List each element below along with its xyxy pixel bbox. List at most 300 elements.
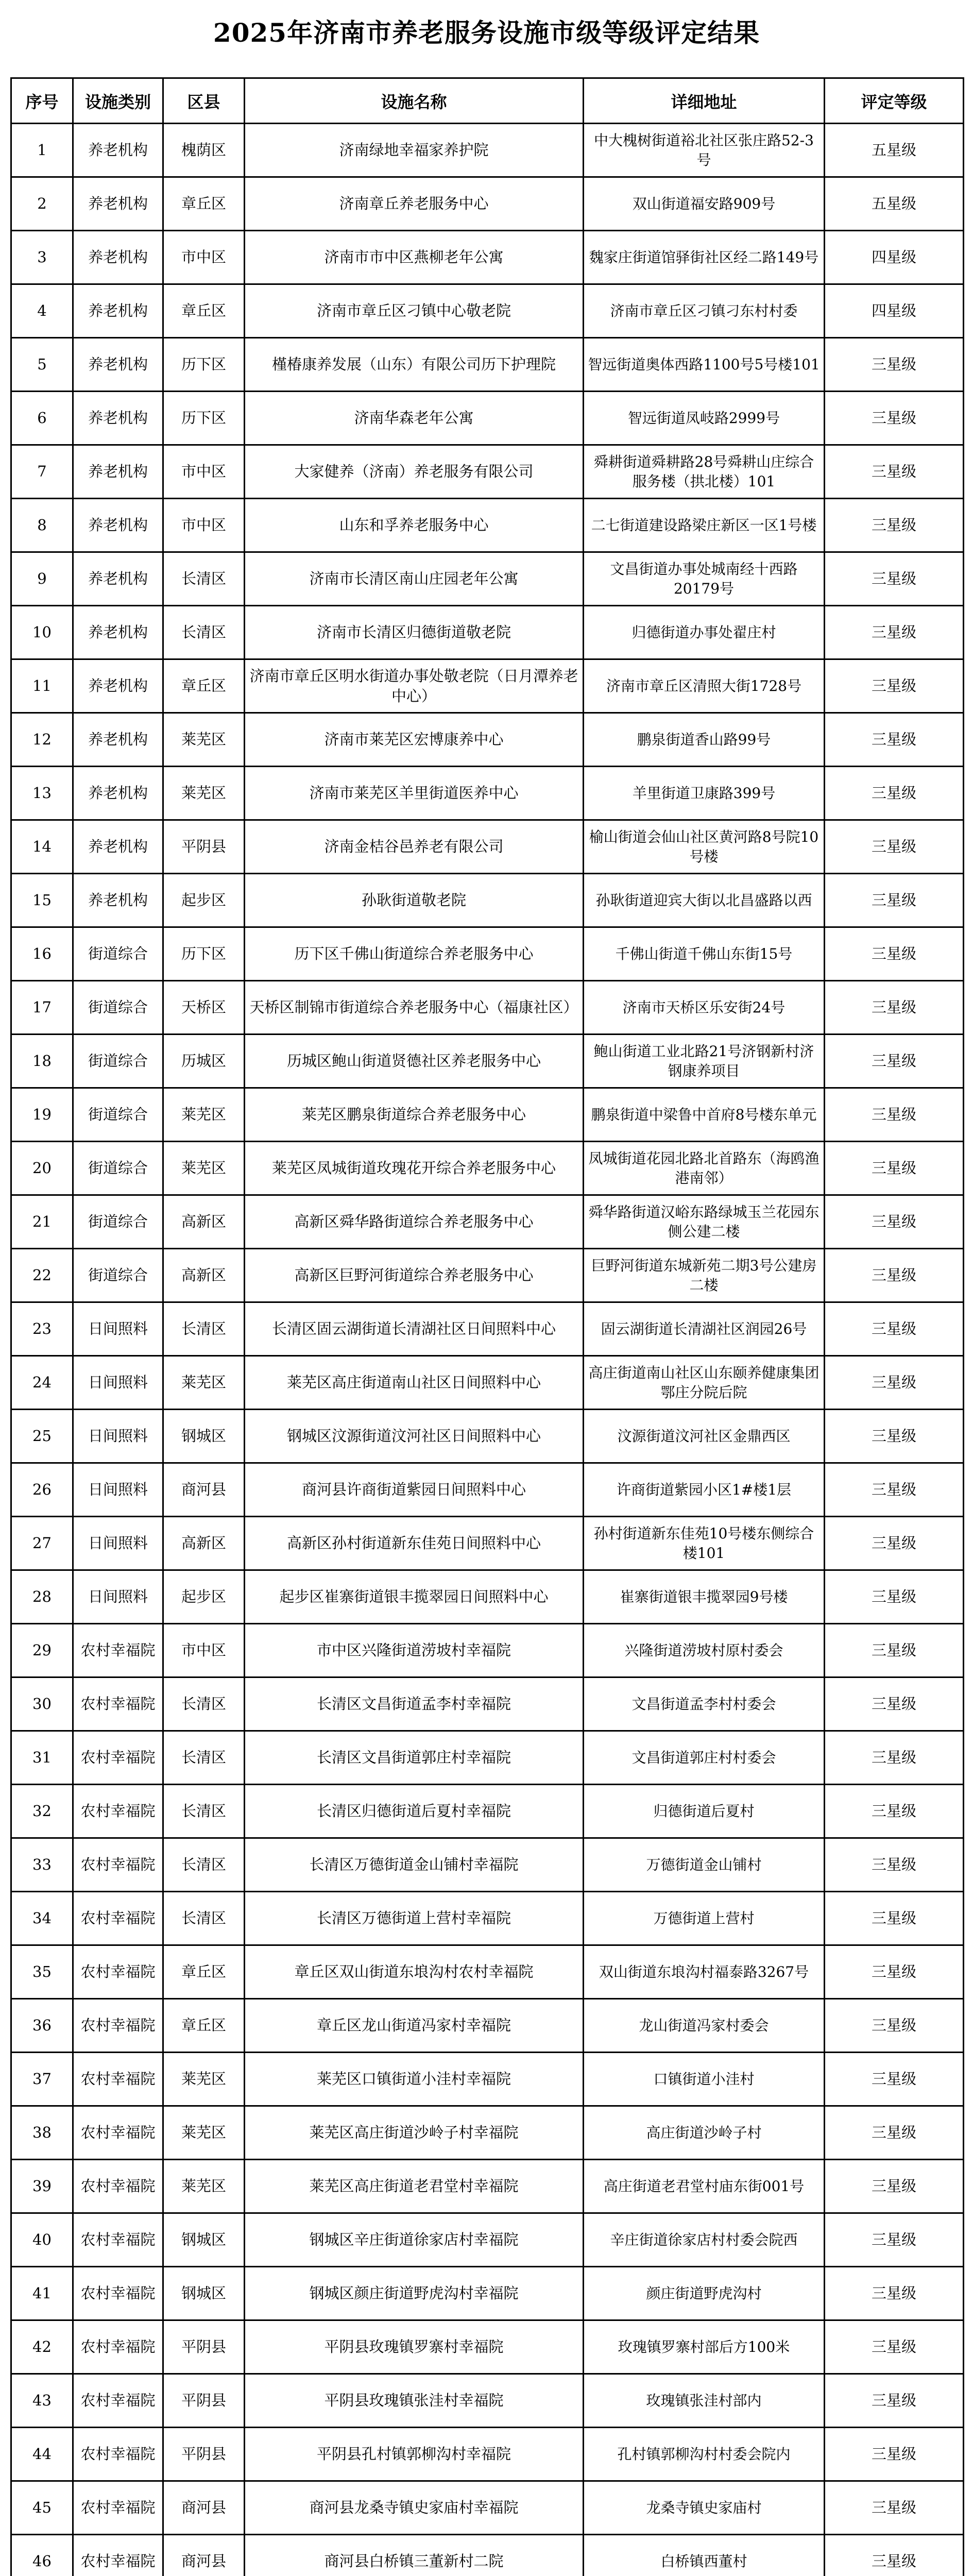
- table-body: [11, 124, 964, 2576]
- cell-rating: 三星级: [825, 1035, 964, 1088]
- cell-category: 养老机构: [73, 124, 163, 177]
- cell-facility-name: 商河县白桥镇三董新村二院: [245, 2535, 584, 2576]
- cell-district: 章丘区: [163, 659, 245, 713]
- cell-district: 长清区: [163, 1731, 245, 1785]
- header-index: 序号: [11, 78, 73, 124]
- cell-rating: 三星级: [825, 1356, 964, 1410]
- cell-district: 高新区: [163, 1517, 245, 1570]
- cell-facility-name: 济南市莱芜区宏博康养中心: [245, 713, 584, 767]
- cell-facility-name: 天桥区制锦市街道综合养老服务中心（福康社区）: [245, 981, 584, 1035]
- cell-facility-name: 莱芜区口镇街道小洼村幸福院: [245, 2053, 584, 2106]
- cell-facility-name: 钢城区辛庄街道徐家店村幸福院: [245, 2213, 584, 2267]
- cell-index: 23: [11, 1302, 73, 1356]
- table-row: [11, 445, 964, 499]
- cell-category: 农村幸福院: [73, 2374, 163, 2428]
- cell-facility-name: 莱芜区高庄街道沙岭子村幸福院: [245, 2106, 584, 2160]
- table-row: [11, 1570, 964, 1624]
- table-row: [11, 1945, 964, 1999]
- cell-facility-name: 济南章丘养老服务中心: [245, 177, 584, 231]
- cell-category: 养老机构: [73, 338, 163, 392]
- table-row: [11, 1785, 964, 1838]
- cell-address: 文昌街道孟李村村委会: [584, 1677, 825, 1731]
- cell-index: 41: [11, 2267, 73, 2320]
- cell-facility-name: 济南市长清区南山庄园老年公寓: [245, 552, 584, 606]
- cell-address: 高庄街道老君堂村庙东街001号: [584, 2160, 825, 2213]
- cell-rating: 五星级: [825, 177, 964, 231]
- cell-category: 农村幸福院: [73, 1677, 163, 1731]
- cell-address: 归德街道后夏村: [584, 1785, 825, 1838]
- cell-rating: 三星级: [825, 1142, 964, 1195]
- cell-district: 长清区: [163, 1302, 245, 1356]
- cell-facility-name: 大家健养（济南）养老服务有限公司: [245, 445, 584, 499]
- cell-category: 养老机构: [73, 499, 163, 552]
- cell-rating: 四星级: [825, 284, 964, 338]
- cell-rating: 三星级: [825, 1892, 964, 1945]
- cell-index: 26: [11, 1463, 73, 1517]
- cell-index: 15: [11, 874, 73, 927]
- cell-district: 莱芜区: [163, 1356, 245, 1410]
- cell-address: 孙村街道新东佳苑10号楼东侧综合楼101: [584, 1517, 825, 1570]
- cell-category: 日间照料: [73, 1463, 163, 1517]
- table-row: [11, 177, 964, 231]
- cell-address: 凤城街道花园北路北首路东（海鸥渔港南邻）: [584, 1142, 825, 1195]
- cell-district: 长清区: [163, 1677, 245, 1731]
- table-row: [11, 1892, 964, 1945]
- cell-facility-name: 历下区千佛山街道综合养老服务中心: [245, 927, 584, 981]
- cell-district: 长清区: [163, 606, 245, 659]
- cell-facility-name: 历城区鲍山街道贤德社区养老服务中心: [245, 1035, 584, 1088]
- cell-index: 10: [11, 606, 73, 659]
- cell-district: 章丘区: [163, 1945, 245, 1999]
- cell-address: 舜华路街道汉峪东路绿城玉兰花园东侧公建二楼: [584, 1195, 825, 1249]
- cell-facility-name: 市中区兴隆街道涝坡村幸福院: [245, 1624, 584, 1677]
- cell-index: 9: [11, 552, 73, 606]
- cell-address: 羊里街道卫康路399号: [584, 767, 825, 820]
- cell-index: 28: [11, 1570, 73, 1624]
- cell-index: 8: [11, 499, 73, 552]
- cell-district: 市中区: [163, 445, 245, 499]
- cell-index: 1: [11, 124, 73, 177]
- cell-district: 钢城区: [163, 2213, 245, 2267]
- cell-facility-name: 高新区孙村街道新东佳苑日间照料中心: [245, 1517, 584, 1570]
- cell-index: 6: [11, 392, 73, 445]
- cell-address: 孔村镇郭柳沟村村委会院内: [584, 2428, 825, 2481]
- cell-address: 汶源街道汶河社区金鼎西区: [584, 1410, 825, 1463]
- cell-district: 莱芜区: [163, 2106, 245, 2160]
- cell-category: 街道综合: [73, 1088, 163, 1142]
- cell-district: 莱芜区: [163, 713, 245, 767]
- cell-index: 32: [11, 1785, 73, 1838]
- cell-rating: 三星级: [825, 338, 964, 392]
- cell-index: 33: [11, 1838, 73, 1892]
- table-row: [11, 1999, 964, 2053]
- table-row: [11, 1249, 964, 1302]
- cell-facility-name: 平阴县玫瑰镇罗寨村幸福院: [245, 2320, 584, 2374]
- cell-rating: 三星级: [825, 767, 964, 820]
- cell-category: 农村幸福院: [73, 1892, 163, 1945]
- cell-facility-name: 孙耿街道敬老院: [245, 874, 584, 927]
- cell-district: 历下区: [163, 392, 245, 445]
- cell-category: 日间照料: [73, 1410, 163, 1463]
- cell-rating: 三星级: [825, 2481, 964, 2535]
- table-header-row: [11, 78, 964, 124]
- cell-category: 农村幸福院: [73, 2481, 163, 2535]
- cell-district: 市中区: [163, 499, 245, 552]
- cell-district: 长清区: [163, 552, 245, 606]
- cell-category: 街道综合: [73, 1142, 163, 1195]
- cell-category: 农村幸福院: [73, 1731, 163, 1785]
- cell-rating: 三星级: [825, 2213, 964, 2267]
- cell-category: 农村幸福院: [73, 2320, 163, 2374]
- table-row: [11, 981, 964, 1035]
- cell-rating: 三星级: [825, 1302, 964, 1356]
- table-row: [11, 874, 964, 927]
- cell-index: 37: [11, 2053, 73, 2106]
- cell-index: 44: [11, 2428, 73, 2481]
- cell-district: 莱芜区: [163, 2160, 245, 2213]
- cell-address: 舜耕街道舜耕路28号舜耕山庄综合服务楼（拱北楼）101: [584, 445, 825, 499]
- cell-rating: 三星级: [825, 981, 964, 1035]
- cell-category: 街道综合: [73, 981, 163, 1035]
- cell-category: 农村幸福院: [73, 2267, 163, 2320]
- cell-address: 孙耿街道迎宾大街以北昌盛路以西: [584, 874, 825, 927]
- cell-rating: 三星级: [825, 874, 964, 927]
- cell-address: 颜庄街道野虎沟村: [584, 2267, 825, 2320]
- cell-facility-name: 济南华森老年公寓: [245, 392, 584, 445]
- cell-address: 巨野河街道东城新苑二期3号公建房二楼: [584, 1249, 825, 1302]
- header-facility-name: 设施名称: [245, 78, 584, 124]
- table-row: [11, 2053, 964, 2106]
- cell-facility-name: 商河县龙桑寺镇史家庙村幸福院: [245, 2481, 584, 2535]
- cell-district: 长清区: [163, 1785, 245, 1838]
- cell-district: 平阴县: [163, 2428, 245, 2481]
- cell-category: 农村幸福院: [73, 2535, 163, 2576]
- cell-category: 农村幸福院: [73, 2213, 163, 2267]
- cell-district: 莱芜区: [163, 1088, 245, 1142]
- cell-district: 历下区: [163, 927, 245, 981]
- cell-address: 龙桑寺镇史家庙村: [584, 2481, 825, 2535]
- cell-index: 42: [11, 2320, 73, 2374]
- table-row: [11, 659, 964, 713]
- cell-address: 龙山街道冯家村委会: [584, 1999, 825, 2053]
- table-row: [11, 1035, 964, 1088]
- cell-category: 养老机构: [73, 177, 163, 231]
- cell-index: 45: [11, 2481, 73, 2535]
- table-row: [11, 1677, 964, 1731]
- cell-category: 养老机构: [73, 552, 163, 606]
- cell-address: 千佛山街道千佛山东街15号: [584, 927, 825, 981]
- cell-rating: 三星级: [825, 1249, 964, 1302]
- cell-rating: 三星级: [825, 606, 964, 659]
- table-row: [11, 1195, 964, 1249]
- cell-facility-name: 济南市莱芜区羊里街道医养中心: [245, 767, 584, 820]
- cell-address: 济南市天桥区乐安街24号: [584, 981, 825, 1035]
- cell-facility-name: 济南市章丘区明水街道办事处敬老院（日月潭养老中心）: [245, 659, 584, 713]
- header-category: 设施类别: [73, 78, 163, 124]
- cell-rating: 三星级: [825, 2374, 964, 2428]
- table-row: [11, 2267, 964, 2320]
- cell-district: 平阴县: [163, 820, 245, 874]
- cell-facility-name: 高新区舜华路街道综合养老服务中心: [245, 1195, 584, 1249]
- cell-category: 农村幸福院: [73, 2428, 163, 2481]
- cell-rating: 三星级: [825, 1570, 964, 1624]
- cell-address: 万德街道上营村: [584, 1892, 825, 1945]
- cell-facility-name: 钢城区颜庄街道野虎沟村幸福院: [245, 2267, 584, 2320]
- table-row: [11, 1410, 964, 1463]
- cell-category: 日间照料: [73, 1302, 163, 1356]
- cell-address: 济南市章丘区刁镇刁东村村委: [584, 284, 825, 338]
- cell-address: 许商街道紫园小区1#楼1层: [584, 1463, 825, 1517]
- table-row: [11, 124, 964, 177]
- cell-rating: 三星级: [825, 2267, 964, 2320]
- cell-rating: 三星级: [825, 2160, 964, 2213]
- cell-index: 7: [11, 445, 73, 499]
- cell-index: 19: [11, 1088, 73, 1142]
- cell-index: 4: [11, 284, 73, 338]
- table-row: [11, 820, 964, 874]
- table-row: [11, 2374, 964, 2428]
- table-row: [11, 1302, 964, 1356]
- cell-index: 27: [11, 1517, 73, 1570]
- cell-index: 40: [11, 2213, 73, 2267]
- cell-rating: 三星级: [825, 2428, 964, 2481]
- document-title: 2025年济南市养老服务设施市级等级评定结果: [213, 18, 760, 48]
- cell-address: 文昌街道郭庄村村委会: [584, 1731, 825, 1785]
- cell-rating: 三星级: [825, 927, 964, 981]
- cell-index: 11: [11, 659, 73, 713]
- cell-facility-name: 长清区文昌街道孟李村幸福院: [245, 1677, 584, 1731]
- cell-address: 双山街道福安路909号: [584, 177, 825, 231]
- cell-facility-name: 莱芜区高庄街道老君堂村幸福院: [245, 2160, 584, 2213]
- cell-category: 日间照料: [73, 1570, 163, 1624]
- cell-category: 农村幸福院: [73, 1838, 163, 1892]
- cell-facility-name: 济南市长清区归德街道敬老院: [245, 606, 584, 659]
- cell-address: 文昌街道办事处城南经十西路20179号: [584, 552, 825, 606]
- cell-address: 榆山街道会仙山社区黄河路8号院10号楼: [584, 820, 825, 874]
- cell-index: 39: [11, 2160, 73, 2213]
- table-row: [11, 499, 964, 552]
- table-row: [11, 927, 964, 981]
- cell-index: 12: [11, 713, 73, 767]
- cell-index: 46: [11, 2535, 73, 2576]
- cell-district: 起步区: [163, 874, 245, 927]
- cell-facility-name: 章丘区双山街道东埌沟村农村幸福院: [245, 1945, 584, 1999]
- cell-address: 鲍山街道工业北路21号济钢新村济钢康养项目: [584, 1035, 825, 1088]
- table-row: [11, 1838, 964, 1892]
- cell-index: 3: [11, 231, 73, 284]
- cell-rating: 三星级: [825, 1463, 964, 1517]
- cell-rating: 三星级: [825, 713, 964, 767]
- cell-index: 2: [11, 177, 73, 231]
- cell-facility-name: 平阴县玫瑰镇张洼村幸福院: [245, 2374, 584, 2428]
- cell-facility-name: 济南市市中区燕柳老年公寓: [245, 231, 584, 284]
- cell-rating: 三星级: [825, 392, 964, 445]
- table-row: [11, 1517, 964, 1570]
- table-row: [11, 392, 964, 445]
- cell-address: 二七街道建设路梁庄新区一区1号楼: [584, 499, 825, 552]
- cell-category: 养老机构: [73, 767, 163, 820]
- cell-address: 鹏泉街道香山路99号: [584, 713, 825, 767]
- cell-district: 章丘区: [163, 284, 245, 338]
- table-row: [11, 552, 964, 606]
- cell-rating: 三星级: [825, 2535, 964, 2576]
- cell-rating: 三星级: [825, 1088, 964, 1142]
- table-row: [11, 1731, 964, 1785]
- cell-category: 农村幸福院: [73, 2106, 163, 2160]
- header-district: 区县: [163, 78, 245, 124]
- cell-address: 济南市章丘区清照大街1728号: [584, 659, 825, 713]
- cell-rating: 三星级: [825, 1195, 964, 1249]
- cell-facility-name: 平阴县孔村镇郭柳沟村幸福院: [245, 2428, 584, 2481]
- cell-category: 农村幸福院: [73, 1624, 163, 1677]
- cell-facility-name: 商河县许商街道紫园日间照料中心: [245, 1463, 584, 1517]
- cell-facility-name: 章丘区龙山街道冯家村幸福院: [245, 1999, 584, 2053]
- cell-rating: 三星级: [825, 445, 964, 499]
- cell-rating: 三星级: [825, 2320, 964, 2374]
- cell-index: 21: [11, 1195, 73, 1249]
- cell-index: 5: [11, 338, 73, 392]
- cell-rating: 三星级: [825, 1999, 964, 2053]
- table-row: [11, 713, 964, 767]
- cell-rating: 三星级: [825, 1945, 964, 1999]
- cell-rating: 三星级: [825, 820, 964, 874]
- cell-address: 归德街道办事处翟庄村: [584, 606, 825, 659]
- cell-category: 农村幸福院: [73, 1999, 163, 2053]
- cell-index: 16: [11, 927, 73, 981]
- cell-address: 玫瑰镇罗寨村部后方100米: [584, 2320, 825, 2374]
- cell-district: 莱芜区: [163, 2053, 245, 2106]
- cell-index: 18: [11, 1035, 73, 1088]
- table-row: [11, 2213, 964, 2267]
- table-row: [11, 2106, 964, 2160]
- cell-category: 农村幸福院: [73, 2160, 163, 2213]
- cell-index: 36: [11, 1999, 73, 2053]
- cell-index: 43: [11, 2374, 73, 2428]
- table-row: [11, 1463, 964, 1517]
- cell-facility-name: 济南市章丘区刁镇中心敬老院: [245, 284, 584, 338]
- header-rating: 评定等级: [825, 78, 964, 124]
- cell-address: 白桥镇西董村: [584, 2535, 825, 2576]
- cell-district: 市中区: [163, 1624, 245, 1677]
- cell-district: 长清区: [163, 1892, 245, 1945]
- cell-district: 章丘区: [163, 177, 245, 231]
- table-row: [11, 284, 964, 338]
- cell-facility-name: 长清区万德街道上营村幸福院: [245, 1892, 584, 1945]
- cell-address: 兴隆街道涝坡村原村委会: [584, 1624, 825, 1677]
- cell-address: 鹏泉街道中梁鲁中首府8号楼东单元: [584, 1088, 825, 1142]
- cell-index: 31: [11, 1731, 73, 1785]
- cell-address: 口镇街道小洼村: [584, 2053, 825, 2106]
- table-row: [11, 338, 964, 392]
- cell-index: 38: [11, 2106, 73, 2160]
- cell-address: 崔寨街道银丰揽翠园9号楼: [584, 1570, 825, 1624]
- cell-rating: 三星级: [825, 499, 964, 552]
- cell-facility-name: 莱芜区鹏泉街道综合养老服务中心: [245, 1088, 584, 1142]
- cell-category: 养老机构: [73, 392, 163, 445]
- cell-facility-name: 长清区文昌街道郭庄村幸福院: [245, 1731, 584, 1785]
- cell-district: 历城区: [163, 1035, 245, 1088]
- cell-district: 市中区: [163, 231, 245, 284]
- table-row: [11, 1356, 964, 1410]
- cell-address: 魏家庄街道馆驿街社区经二路149号: [584, 231, 825, 284]
- cell-category: 农村幸福院: [73, 1945, 163, 1999]
- cell-rating: 三星级: [825, 1838, 964, 1892]
- cell-rating: 三星级: [825, 552, 964, 606]
- cell-category: 养老机构: [73, 606, 163, 659]
- cell-district: 起步区: [163, 1570, 245, 1624]
- cell-facility-name: 莱芜区凤城街道玫瑰花开综合养老服务中心: [245, 1142, 584, 1195]
- table-row: [11, 1624, 964, 1677]
- cell-rating: 三星级: [825, 1731, 964, 1785]
- cell-address: 智远街道奥体西路1100号5号楼101: [584, 338, 825, 392]
- cell-category: 养老机构: [73, 231, 163, 284]
- cell-district: 平阴县: [163, 2320, 245, 2374]
- cell-district: 长清区: [163, 1838, 245, 1892]
- cell-address: 万德街道金山铺村: [584, 1838, 825, 1892]
- cell-category: 养老机构: [73, 874, 163, 927]
- cell-district: 高新区: [163, 1249, 245, 1302]
- cell-rating: 三星级: [825, 2106, 964, 2160]
- table-row: [11, 2481, 964, 2535]
- cell-district: 商河县: [163, 2535, 245, 2576]
- cell-rating: 三星级: [825, 1624, 964, 1677]
- cell-facility-name: 起步区崔寨街道银丰揽翠园日间照料中心: [245, 1570, 584, 1624]
- cell-district: 槐荫区: [163, 124, 245, 177]
- cell-category: 养老机构: [73, 445, 163, 499]
- table-row: [11, 606, 964, 659]
- cell-category: 街道综合: [73, 1249, 163, 1302]
- cell-index: 25: [11, 1410, 73, 1463]
- cell-facility-name: 长清区万德街道金山铺村幸福院: [245, 1838, 584, 1892]
- cell-address: 玫瑰镇张洼村部内: [584, 2374, 825, 2428]
- cell-rating: 三星级: [825, 2053, 964, 2106]
- cell-index: 17: [11, 981, 73, 1035]
- cell-district: 高新区: [163, 1195, 245, 1249]
- cell-category: 街道综合: [73, 1195, 163, 1249]
- cell-index: 29: [11, 1624, 73, 1677]
- cell-facility-name: 山东和孚养老服务中心: [245, 499, 584, 552]
- cell-facility-name: 济南绿地幸福家养护院: [245, 124, 584, 177]
- cell-facility-name: 长清区固云湖街道长清湖社区日间照料中心: [245, 1302, 584, 1356]
- cell-district: 商河县: [163, 1463, 245, 1517]
- cell-index: 20: [11, 1142, 73, 1195]
- cell-index: 30: [11, 1677, 73, 1731]
- table-row: [11, 2535, 964, 2576]
- cell-index: 14: [11, 820, 73, 874]
- cell-category: 养老机构: [73, 820, 163, 874]
- cell-rating: 三星级: [825, 1785, 964, 1838]
- cell-district: 章丘区: [163, 1999, 245, 2053]
- cell-index: 13: [11, 767, 73, 820]
- cell-district: 钢城区: [163, 2267, 245, 2320]
- table-row: [11, 767, 964, 820]
- cell-district: 平阴县: [163, 2374, 245, 2428]
- cell-category: 养老机构: [73, 713, 163, 767]
- cell-facility-name: 长清区归德街道后夏村幸福院: [245, 1785, 584, 1838]
- cell-address: 辛庄街道徐家店村村委会院西: [584, 2213, 825, 2267]
- cell-category: 日间照料: [73, 1517, 163, 1570]
- cell-facility-name: 高新区巨野河街道综合养老服务中心: [245, 1249, 584, 1302]
- cell-address: 固云湖街道长清湖社区润园26号: [584, 1302, 825, 1356]
- cell-category: 农村幸福院: [73, 1785, 163, 1838]
- cell-address: 高庄街道沙岭子村: [584, 2106, 825, 2160]
- cell-facility-name: 济南金桔谷邑养老有限公司: [245, 820, 584, 874]
- cell-district: 莱芜区: [163, 1142, 245, 1195]
- cell-facility-name: 莱芜区高庄街道南山社区日间照料中心: [245, 1356, 584, 1410]
- cell-district: 天桥区: [163, 981, 245, 1035]
- header-address: 详细地址: [584, 78, 825, 124]
- cell-district: 历下区: [163, 338, 245, 392]
